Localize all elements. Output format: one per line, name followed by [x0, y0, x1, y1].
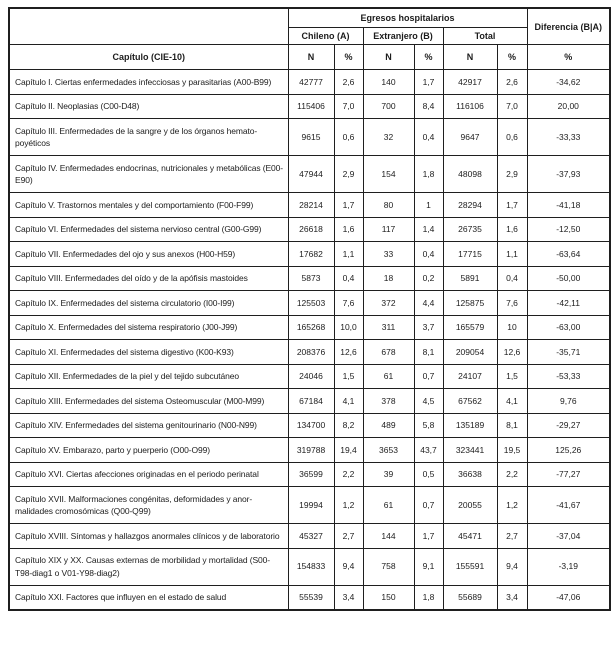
diferencia-pct-cell: -33,33: [527, 119, 610, 156]
chileno-pct-cell: 2,2: [334, 462, 363, 487]
extranjero-n-cell: 154: [363, 156, 414, 193]
chileno-pct-cell: 2,6: [334, 70, 363, 95]
total-pct-cell: 10: [497, 315, 527, 340]
diferencia-pct-cell: -37,04: [527, 524, 610, 549]
extranjero-pct-cell: 9,1: [414, 548, 443, 585]
total-n-cell: 323441: [443, 438, 497, 463]
chileno-pct-cell: 1,7: [334, 193, 363, 218]
chileno-pct-cell: 0,4: [334, 266, 363, 291]
chileno-n-cell: 42777: [288, 70, 334, 95]
total-pct-cell: 0,4: [497, 266, 527, 291]
total-pct-cell: 2,7: [497, 524, 527, 549]
table-row: [9, 438, 610, 463]
extranjero-pct-cell: 0,5: [414, 462, 443, 487]
extranjero-pct-cell: 5,8: [414, 413, 443, 438]
chileno-n-cell: 115406: [288, 94, 334, 119]
chileno-n-cell: 28214: [288, 193, 334, 218]
chapter-label: Capítulo XIX y XX. Causas externas de morbilidad y mortalidad (S00-T98-diag1 o V01-Y98-diag2): [9, 548, 288, 585]
extranjero-n-cell: 758: [363, 548, 414, 585]
chileno-n-cell: 154833: [288, 548, 334, 585]
extranjero-pct-cell: 1,7: [414, 524, 443, 549]
table-row: [9, 364, 610, 389]
chileno-pct-cell: 12,6: [334, 340, 363, 365]
total-n-cell: 125875: [443, 291, 497, 316]
chileno-n-cell: 19994: [288, 487, 334, 524]
table-row: [9, 462, 610, 487]
total-pct-cell: 7,6: [497, 291, 527, 316]
extranjero-pct-cell: 4,4: [414, 291, 443, 316]
chapter-label: Capítulo XI. Enfermedades del sistema digestivo (K00-K93): [9, 340, 288, 365]
extranjero-pct-cell: 43,7: [414, 438, 443, 463]
chapter-label: Capítulo II. Neoplasias (C00-D48): [9, 94, 288, 119]
total-pct-cell: 2,9: [497, 156, 527, 193]
table-row: [9, 585, 610, 610]
diferencia-header: Diferencia (B|A): [527, 8, 610, 45]
table-row: [9, 315, 610, 340]
chileno-n-cell: 45327: [288, 524, 334, 549]
chileno-n-cell: 36599: [288, 462, 334, 487]
total-pct-cell: 7,0: [497, 94, 527, 119]
chileno-n-cell: 17682: [288, 242, 334, 267]
total-pct-header: %: [497, 45, 527, 70]
table-row: [9, 524, 610, 549]
total-pct-cell: 9,4: [497, 548, 527, 585]
diferencia-pct-header: %: [527, 45, 610, 70]
table-row: [9, 413, 610, 438]
total-pct-cell: 3,4: [497, 585, 527, 610]
chileno-n-cell: 26618: [288, 217, 334, 242]
total-pct-cell: 2,2: [497, 462, 527, 487]
table-row: [9, 389, 610, 414]
chapter-label: Capítulo IV. Enfermedades endocrinas, nutricionales y metabólicas (E00-E90): [9, 156, 288, 193]
stub-header-empty: [9, 8, 288, 45]
hospital-discharges-table: [8, 7, 611, 611]
chapter-label: Capítulo VII. Enfermedades del ojo y sus anexos (H00-H59): [9, 242, 288, 267]
chileno-pct-cell: 1,2: [334, 487, 363, 524]
diferencia-pct-cell: 9,76: [527, 389, 610, 414]
chileno-pct-cell: 1,5: [334, 364, 363, 389]
header-row-measures: [9, 45, 610, 70]
chapter-label: Capítulo XV. Embarazo, parto y puerperio (O00-O99): [9, 438, 288, 463]
chapter-label: Capítulo XIII. Enfermedades del sistema Osteomuscular (M00-M99): [9, 389, 288, 414]
total-pct-cell: 19,5: [497, 438, 527, 463]
diferencia-pct-cell: -41,67: [527, 487, 610, 524]
egresos-hospitalarios-header: Egresos hospitalarios: [288, 8, 527, 28]
table-row: [9, 217, 610, 242]
extranjero-pct-header: %: [414, 45, 443, 70]
chileno-pct-cell: 3,4: [334, 585, 363, 610]
diferencia-pct-cell: -29,27: [527, 413, 610, 438]
capitulo-header: Capítulo (CIE-10): [9, 45, 288, 70]
diferencia-pct-cell: -47,06: [527, 585, 610, 610]
chileno-pct-cell: 7,0: [334, 94, 363, 119]
table-body: [9, 70, 610, 611]
table-row: [9, 94, 610, 119]
extranjero-n-cell: 678: [363, 340, 414, 365]
total-n-cell: 116106: [443, 94, 497, 119]
total-n-cell: 17715: [443, 242, 497, 267]
extranjero-pct-cell: 0,4: [414, 242, 443, 267]
total-pct-cell: 1,1: [497, 242, 527, 267]
extranjero-n-header: N: [363, 45, 414, 70]
extranjero-n-cell: 3653: [363, 438, 414, 463]
diferencia-pct-cell: -77,27: [527, 462, 610, 487]
table-row: [9, 266, 610, 291]
total-n-cell: 209054: [443, 340, 497, 365]
chileno-n-cell: 165268: [288, 315, 334, 340]
total-n-cell: 20055: [443, 487, 497, 524]
total-pct-cell: 1,6: [497, 217, 527, 242]
total-n-cell: 55689: [443, 585, 497, 610]
extranjero-pct-cell: 8,1: [414, 340, 443, 365]
chileno-n-cell: 134700: [288, 413, 334, 438]
chileno-n-cell: 319788: [288, 438, 334, 463]
extranjero-n-cell: 700: [363, 94, 414, 119]
total-n-cell: 28294: [443, 193, 497, 218]
total-pct-cell: 2,6: [497, 70, 527, 95]
extranjero-n-cell: 489: [363, 413, 414, 438]
total-n-cell: 9647: [443, 119, 497, 156]
table-row: [9, 340, 610, 365]
total-pct-cell: 0,6: [497, 119, 527, 156]
chileno-pct-cell: 8,2: [334, 413, 363, 438]
total-n-cell: 45471: [443, 524, 497, 549]
group-header-chileno: Chileno (A): [288, 28, 363, 45]
chapter-label: Capítulo XXI. Factores que influyen en el estado de salud: [9, 585, 288, 610]
extranjero-pct-cell: 1,8: [414, 156, 443, 193]
total-n-cell: 165579: [443, 315, 497, 340]
diferencia-pct-cell: -34,62: [527, 70, 610, 95]
extranjero-n-cell: 61: [363, 364, 414, 389]
table-row: [9, 156, 610, 193]
chileno-pct-cell: 19,4: [334, 438, 363, 463]
total-n-cell: 24107: [443, 364, 497, 389]
table-row: [9, 119, 610, 156]
chileno-pct-cell: 10,0: [334, 315, 363, 340]
extranjero-pct-cell: 8,4: [414, 94, 443, 119]
total-n-cell: 42917: [443, 70, 497, 95]
chileno-n-header: N: [288, 45, 334, 70]
chapter-label: Capítulo XII. Enfermedades de la piel y del tejido subcutáneo: [9, 364, 288, 389]
chapter-label: Capítulo I. Ciertas enfermedades infecciosas y parasitarias (A00-B99): [9, 70, 288, 95]
total-pct-cell: 1,2: [497, 487, 527, 524]
extranjero-n-cell: 39: [363, 462, 414, 487]
extranjero-pct-cell: 0,2: [414, 266, 443, 291]
diferencia-pct-cell: -63,00: [527, 315, 610, 340]
extranjero-n-cell: 144: [363, 524, 414, 549]
chapter-label: Capítulo X. Enfermedades del sistema respiratorio (J00-J99): [9, 315, 288, 340]
chapter-label: Capítulo XVIII. Síntomas y hallazgos anormales clínicos y de laboratorio: [9, 524, 288, 549]
extranjero-n-cell: 372: [363, 291, 414, 316]
total-pct-cell: 12,6: [497, 340, 527, 365]
diferencia-pct-cell: 20,00: [527, 94, 610, 119]
extranjero-pct-cell: 0,4: [414, 119, 443, 156]
table-header: [9, 8, 610, 70]
table-row: [9, 291, 610, 316]
extranjero-n-cell: 150: [363, 585, 414, 610]
total-n-cell: 26735: [443, 217, 497, 242]
chileno-n-cell: 9615: [288, 119, 334, 156]
total-pct-cell: 1,5: [497, 364, 527, 389]
total-n-cell: 48098: [443, 156, 497, 193]
table-row: [9, 70, 610, 95]
chileno-pct-cell: 9,4: [334, 548, 363, 585]
extranjero-pct-cell: 0,7: [414, 364, 443, 389]
chileno-n-cell: 125503: [288, 291, 334, 316]
extranjero-pct-cell: 4,5: [414, 389, 443, 414]
total-n-cell: 36638: [443, 462, 497, 487]
chileno-n-cell: 55539: [288, 585, 334, 610]
chileno-n-cell: 67184: [288, 389, 334, 414]
chapter-label: Capítulo V. Trastornos mentales y del comportamiento (F00-F99): [9, 193, 288, 218]
extranjero-n-cell: 378: [363, 389, 414, 414]
extranjero-n-cell: 32: [363, 119, 414, 156]
extranjero-pct-cell: 1: [414, 193, 443, 218]
diferencia-pct-cell: -41,18: [527, 193, 610, 218]
total-pct-cell: 4,1: [497, 389, 527, 414]
table-row: [9, 242, 610, 267]
chileno-n-cell: 208376: [288, 340, 334, 365]
table-row: [9, 193, 610, 218]
chileno-pct-cell: 2,7: [334, 524, 363, 549]
total-n-header: N: [443, 45, 497, 70]
extranjero-n-cell: 61: [363, 487, 414, 524]
diferencia-pct-cell: -42,11: [527, 291, 610, 316]
chapter-label: Capítulo XIV. Enfermedades del sistema genitourinario (N00-N99): [9, 413, 288, 438]
chileno-pct-cell: 2,9: [334, 156, 363, 193]
diferencia-pct-cell: -50,00: [527, 266, 610, 291]
chileno-pct-cell: 7,6: [334, 291, 363, 316]
chileno-pct-header: %: [334, 45, 363, 70]
table-row: [9, 548, 610, 585]
extranjero-n-cell: 33: [363, 242, 414, 267]
extranjero-pct-cell: 1,4: [414, 217, 443, 242]
chileno-pct-cell: 1,1: [334, 242, 363, 267]
group-header-extranjero: Extranjero (B): [363, 28, 443, 45]
total-n-cell: 155591: [443, 548, 497, 585]
extranjero-n-cell: 117: [363, 217, 414, 242]
extranjero-pct-cell: 3,7: [414, 315, 443, 340]
extranjero-n-cell: 311: [363, 315, 414, 340]
extranjero-pct-cell: 0,7: [414, 487, 443, 524]
total-n-cell: 135189: [443, 413, 497, 438]
extranjero-pct-cell: 1,8: [414, 585, 443, 610]
diferencia-pct-cell: -12,50: [527, 217, 610, 242]
chapter-label: Capítulo XVI. Ciertas afecciones originadas en el periodo perinatal: [9, 462, 288, 487]
total-pct-cell: 8,1: [497, 413, 527, 438]
chileno-pct-cell: 1,6: [334, 217, 363, 242]
table-row: [9, 487, 610, 524]
diferencia-pct-cell: -63,64: [527, 242, 610, 267]
diferencia-pct-cell: -35,71: [527, 340, 610, 365]
diferencia-pct-cell: 125,26: [527, 438, 610, 463]
extranjero-n-cell: 18: [363, 266, 414, 291]
group-header-total: Total: [443, 28, 527, 45]
chileno-pct-cell: 4,1: [334, 389, 363, 414]
chileno-n-cell: 24046: [288, 364, 334, 389]
header-row-top: [9, 8, 610, 28]
extranjero-pct-cell: 1,7: [414, 70, 443, 95]
extranjero-n-cell: 80: [363, 193, 414, 218]
total-pct-cell: 1,7: [497, 193, 527, 218]
chileno-n-cell: 47944: [288, 156, 334, 193]
chapter-label: Capítulo IX. Enfermedades del sistema circulatorio (I00-I99): [9, 291, 288, 316]
chapter-label: Capítulo III. Enfermedades de la sangre y de los órganos hemato-poyéticos: [9, 119, 288, 156]
chileno-n-cell: 5873: [288, 266, 334, 291]
chapter-label: Capítulo VI. Enfermedades del sistema nervioso central (G00-G99): [9, 217, 288, 242]
chapter-label: Capítulo VIII. Enfermedades del oído y de la apófisis mastoides: [9, 266, 288, 291]
diferencia-pct-cell: -53,33: [527, 364, 610, 389]
total-n-cell: 67562: [443, 389, 497, 414]
extranjero-n-cell: 140: [363, 70, 414, 95]
diferencia-pct-cell: -37,93: [527, 156, 610, 193]
total-n-cell: 5891: [443, 266, 497, 291]
diferencia-pct-cell: -3,19: [527, 548, 610, 585]
chapter-label: Capítulo XVII. Malformaciones congénitas, deformidades y anor-malidades cromosómicas (Q00-Q99): [9, 487, 288, 524]
chileno-pct-cell: 0,6: [334, 119, 363, 156]
